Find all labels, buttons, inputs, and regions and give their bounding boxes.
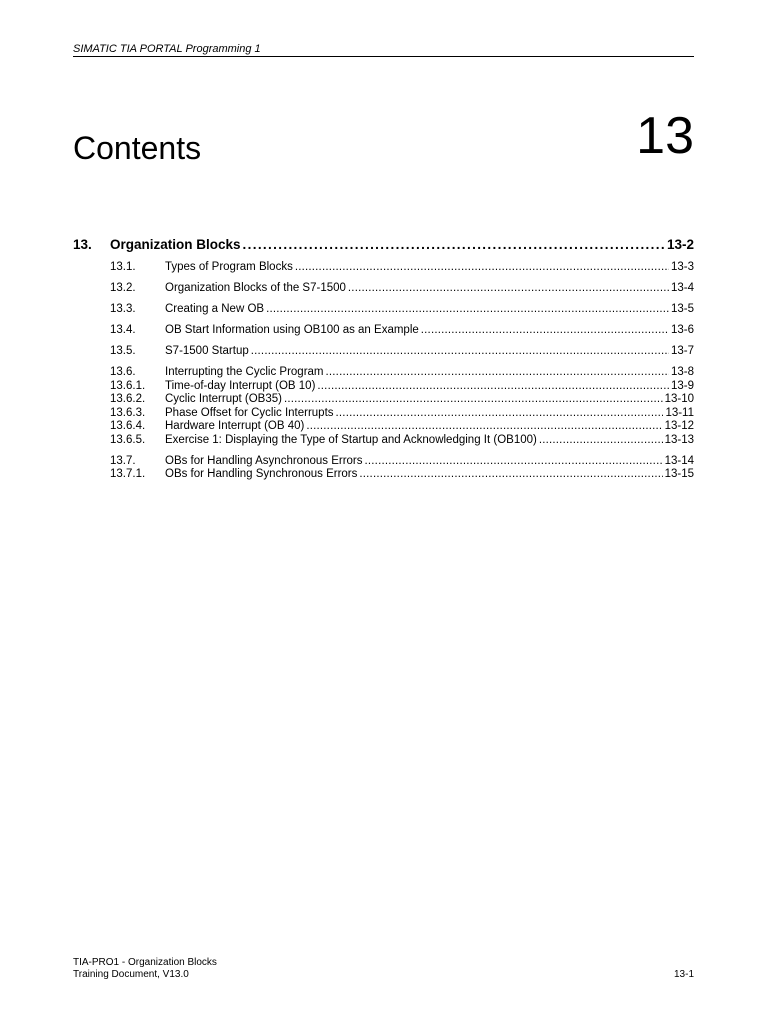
dot-leader bbox=[295, 261, 669, 275]
toc-entry[interactable] bbox=[73, 303, 694, 317]
dot-leader bbox=[421, 324, 669, 338]
dot-leader bbox=[348, 282, 669, 296]
toc-entry-number: 13.6. bbox=[110, 366, 136, 378]
toc-entry-title: Exercise 1: Displaying the Type of Startup and Acknowledging It (OB100) bbox=[165, 433, 537, 446]
dot-leader bbox=[266, 303, 669, 317]
toc-entry-page: 13-12 bbox=[664, 420, 694, 432]
toc-entry-number: 13.4. bbox=[110, 324, 136, 336]
toc-entry-title: OBs for Handling Asynchronous Errors bbox=[165, 454, 363, 467]
toc-entry-title: OB Start Information using OB100 as an Example bbox=[165, 324, 419, 336]
dot-leader bbox=[306, 420, 662, 434]
toc-entry-title: Interrupting the Cyclic Program bbox=[165, 366, 324, 378]
toc-entry-title: Hardware Interrupt (OB 40) bbox=[165, 420, 305, 432]
dot-leader bbox=[317, 380, 669, 394]
page-header bbox=[73, 42, 694, 57]
toc-entry-page: 13-4 bbox=[670, 282, 694, 294]
dot-leader bbox=[326, 366, 669, 380]
page-title: Contents bbox=[73, 130, 202, 166]
toc-entry[interactable] bbox=[73, 282, 694, 296]
toc-entry[interactable] bbox=[73, 407, 694, 421]
toc-entry-number: 13.2. bbox=[110, 282, 136, 294]
toc-entry-page: 13-3 bbox=[670, 261, 694, 273]
toc-entry[interactable] bbox=[73, 420, 694, 434]
dot-leader bbox=[336, 407, 664, 421]
toc-entry-number: 13.7.1. bbox=[110, 468, 146, 480]
toc-entry-page: 13-6 bbox=[670, 324, 694, 336]
toc-entry-title: Cyclic Interrupt (OB35) bbox=[165, 393, 282, 405]
toc-entry[interactable] bbox=[73, 455, 694, 469]
toc-entry-number: 13.6.5. bbox=[110, 433, 146, 446]
toc-entry-title: Organization Blocks of the S7-1500 bbox=[165, 282, 346, 294]
table-of-contents bbox=[73, 236, 694, 482]
toc-entry-page: 13-13 bbox=[664, 433, 694, 446]
toc-entry[interactable] bbox=[73, 380, 694, 394]
toc-entry[interactable] bbox=[73, 261, 694, 275]
chapter-number: 13 bbox=[636, 107, 694, 165]
toc-entry-page: 13-8 bbox=[670, 366, 694, 378]
footer-page-number: 13-1 bbox=[673, 969, 694, 980]
footer-document-version: Training Document, V13.0 bbox=[73, 969, 189, 980]
page-footer bbox=[73, 957, 694, 981]
toc-entry[interactable] bbox=[73, 366, 694, 380]
toc-entry-number: 13.6.3. bbox=[110, 406, 146, 419]
running-title: SIMATIC TIA PORTAL Programming 1 bbox=[73, 43, 261, 55]
toc-entry-title: Time-of-day Interrupt (OB 10) bbox=[165, 379, 316, 392]
toc-entry-number: 13.3. bbox=[110, 303, 136, 315]
toc-entry-title: Phase Offset for Cyclic Interrupts bbox=[165, 406, 334, 419]
dot-leader bbox=[284, 393, 663, 407]
toc-entry[interactable] bbox=[73, 434, 694, 448]
toc-entry-page: 13-5 bbox=[670, 303, 694, 315]
toc-entry-number: 13.5. bbox=[110, 345, 136, 357]
toc-entry[interactable] bbox=[73, 393, 694, 407]
toc-entry-page: 13-7 bbox=[670, 345, 694, 357]
toc-entry[interactable] bbox=[73, 468, 694, 482]
toc-entry-number: 13.7. bbox=[110, 454, 136, 467]
toc-entry-page: 13-10 bbox=[664, 393, 694, 405]
toc-entry[interactable] bbox=[73, 345, 694, 359]
toc-entry-title: S7-1500 Startup bbox=[165, 345, 249, 357]
dot-leader bbox=[365, 455, 663, 469]
toc-entry-page: 13-15 bbox=[664, 468, 694, 480]
dot-leader bbox=[251, 345, 669, 359]
toc-entry-title: Creating a New OB bbox=[165, 303, 265, 315]
footer-document-title: TIA-PRO1 - Organization Blocks bbox=[73, 957, 217, 968]
dot-leader bbox=[359, 468, 662, 482]
toc-entry-page: 13-9 bbox=[670, 379, 694, 392]
toc-entry-page: 13-2 bbox=[666, 237, 694, 252]
toc-entry-number: 13. bbox=[73, 237, 92, 252]
toc-entry-number: 13.6.4. bbox=[110, 420, 146, 432]
dot-leader bbox=[539, 434, 663, 448]
toc-entry-title: OBs for Handling Synchronous Errors bbox=[165, 468, 358, 480]
toc-entry-number: 13.6.1. bbox=[110, 379, 146, 392]
toc-entry-title: Organization Blocks bbox=[110, 237, 241, 252]
toc-entry-title: Types of Program Blocks bbox=[165, 261, 293, 273]
toc-chapter-entry[interactable] bbox=[73, 236, 694, 254]
toc-entry-number: 13.6.2. bbox=[110, 393, 146, 405]
toc-entry-page: 13-11 bbox=[665, 406, 694, 419]
toc-entry[interactable] bbox=[73, 324, 694, 338]
dot-leader bbox=[243, 236, 665, 254]
toc-entry-page: 13-14 bbox=[664, 454, 694, 467]
toc-entry-number: 13.1. bbox=[110, 261, 136, 273]
